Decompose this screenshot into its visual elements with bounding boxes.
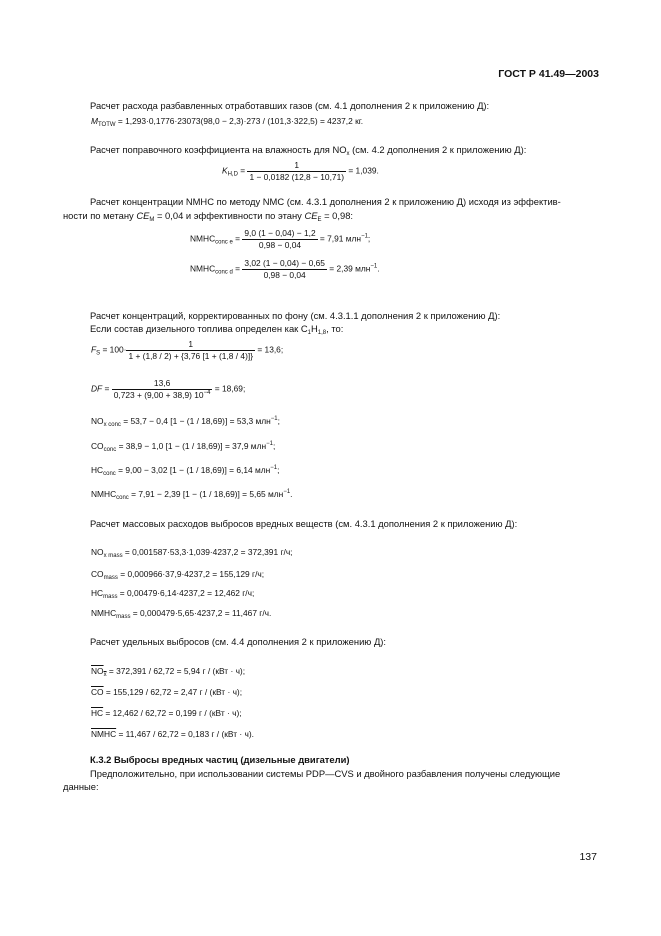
ce2: CE (304, 210, 318, 221)
var: CO (91, 441, 104, 451)
sub: S (96, 350, 101, 357)
den-text: 0,723 + (9,00 + 38,9) 10 (113, 390, 204, 400)
numerator: 9,0 (1 − 0,04) − 1,2 (244, 228, 316, 238)
sub: x conc (103, 422, 121, 428)
numerator: 1 (126, 339, 255, 351)
rhs: = 155,129 / 62,72 = 2,47 г / (кВт · ч); (103, 687, 243, 697)
sub: conc (116, 495, 129, 501)
formula-nmhc-spec (91, 729, 254, 739)
section-heading: К.3.2 Выбросы вредных частиц (дизельные двигатели) (90, 754, 350, 765)
formula-mtotw (91, 116, 363, 126)
result: = 2,39 млн (326, 263, 371, 274)
formula-hc-spec (91, 708, 242, 718)
fraction (242, 258, 327, 281)
text-b: , то: (326, 323, 344, 334)
paragraph-specific: Расчет удельных выбросов (см. 4.4 дополнения 2 к приложению Д): (90, 636, 387, 647)
var: NMHC (91, 489, 117, 499)
formula-co-spec (91, 687, 242, 697)
end: ; (277, 465, 280, 475)
text-c: = 0,98: (321, 210, 354, 221)
rhs: = 7,91 − 2,39 [1 − (1 / 18,69)] = 5,65 млн (128, 489, 284, 499)
formula-nox-conc (91, 416, 280, 426)
text-a: Если состав дизельного топлива определен как C (90, 323, 308, 334)
h: H (310, 323, 318, 334)
sup: −1 (361, 233, 368, 240)
end: ; (277, 416, 280, 426)
var: NMHC (190, 233, 216, 244)
var: K (222, 165, 228, 176)
formula-hc-conc (91, 465, 279, 475)
text-pre: Расчет поправочного коэффициента на влажность для NO (90, 144, 347, 155)
lhs: = 100· (100, 344, 127, 355)
sub: mass (103, 575, 118, 581)
sup: −1 (270, 465, 278, 471)
var: NMHC (91, 729, 117, 739)
paragraph-nmhc-1: Расчет концентрации NMHC по методу NMC (см. 4.3.1 дополнения 2 к приложению Д) исходя из эффектив- (90, 196, 561, 207)
result: = 13,6; (255, 344, 284, 355)
denominator: 0,98 − 0,04 (263, 270, 306, 280)
var: $\overline{HC}$ (91, 708, 104, 718)
page-number: 137 (579, 851, 597, 863)
numerator: 1 (247, 160, 346, 172)
sub2: 1,8 (317, 330, 327, 336)
rhs: = 1,293·0,1776·23073(98,0 − 2,3)·273 / (101,3·322,5) = 4237,2 кг. (115, 116, 364, 126)
var: HC (91, 588, 104, 598)
fraction (247, 160, 346, 183)
formula-hc-mass (91, 588, 254, 598)
formula-co-conc (91, 441, 275, 451)
fraction (126, 339, 255, 362)
ce: CE (136, 210, 150, 221)
denominator: 0,98 − 0,04 (258, 240, 302, 250)
paragraph-humidity (90, 144, 526, 155)
denominator: 1 − 0,0182 (12,8 − 10,71) (249, 172, 345, 182)
var: NMHC (190, 263, 216, 274)
numerator: 13,6 (112, 378, 213, 390)
rhs: = 53,7 − 0,4 [1 − (1 / 18,69)] = 53,3 млн (120, 416, 271, 426)
formula-nox-spec (91, 666, 245, 676)
sub-e: E (317, 217, 322, 223)
text-sub: x (346, 151, 350, 157)
paragraph-flow: Расчет расхода разбавленных отработавших газов (см. 4.1 дополнения 2 к приложению Д): (90, 100, 490, 111)
formula-df: DF = $\frac{13,6}{0,723 + (9,00 + 38,9) 10^{-4}}$ = 18,69; (91, 378, 246, 400)
sup: −1 (270, 416, 278, 422)
var: NO (91, 666, 104, 676)
rhs: = 9,00 − 3,02 [1 − (1 / 18,69)] = 6,14 млн (115, 465, 271, 475)
rhs: = 0,00479·6,14·4237,2 = 12,462 г/ч; (117, 588, 255, 598)
fraction (242, 228, 317, 251)
rhs: = 38,9 − 1,0 [1 − (1 / 18,69)] = 37,9 млн (116, 441, 267, 451)
formula-khd: $K_{H,D}$ = $\frac{1}{1 - 0,0182 (12,8 - 10,71)}$ = 1,039. (222, 160, 379, 182)
sub: conc d (215, 269, 233, 276)
rhs: = 12,462 / 62,72 = 0,199 г / (кВт · ч); (103, 708, 242, 718)
var: NO (91, 547, 104, 557)
paragraph-pdp-1: Предположительно, при использовании системы PDP—CVS и двойного разбавления получены следующие (90, 768, 561, 779)
numerator: 3,02 (1 − 0,04) − 0,65 (244, 258, 325, 268)
var-overlined (91, 666, 107, 676)
rhs: = 0,000966·37,9·4237,2 = 155,129 г/ч; (117, 569, 265, 579)
formula-nmhc-e: $NMHC_{conc e}$ = $\frac{9,0 (1 - 0,04) - 1,2}{0,98 - 0,04}$ = 7,91 млн$^{-1}$; (190, 228, 371, 250)
sub1: 1 (307, 330, 311, 336)
formula-co-mass (91, 569, 264, 579)
var: CO (91, 569, 104, 579)
end: . (377, 263, 380, 274)
result: = 18,69; (212, 383, 246, 394)
end: ; (272, 441, 276, 451)
formula-nmhc-d: $NMHC_{conc d}$ = $\frac{3,02 (1 - 0,04) - 0,65}{0,98 - 0,04}$ = 2,39 млн$^{-1}$. (190, 258, 380, 280)
rhs: = 372,391 / 62,72 = 5,94 г / (кВт · ч); (106, 666, 246, 676)
paragraph-nmhc-2 (63, 210, 353, 221)
var: NO (91, 416, 104, 426)
text-b: = 0,04 и эффективности по этану (154, 210, 305, 221)
var: HC (91, 465, 104, 475)
sub: TOTW (97, 122, 116, 128)
paragraph-bg-1: Расчет концентраций, корректированных по фону (см. 4.3.1.1 дополнения 2 к приложению Д): (90, 310, 501, 321)
var: NMHC (91, 608, 117, 618)
sup: −1 (370, 263, 378, 270)
result: = 1,039. (346, 165, 379, 176)
denominator (112, 390, 213, 401)
sub: conc (103, 447, 117, 453)
sub: H,D (227, 171, 238, 178)
paragraph-pdp-2: данные: (63, 781, 99, 792)
var: DF (91, 383, 103, 394)
sup: −1 (283, 489, 291, 495)
var: F (91, 344, 97, 355)
sub: mass (116, 614, 131, 620)
sub: mass (103, 594, 118, 600)
sub: x mass (103, 553, 123, 559)
sub: conc (103, 471, 116, 477)
formula-nox-mass (91, 547, 293, 557)
rhs: = 11,467 / 62,72 = 0,183 г / (кВт · ч). (116, 729, 254, 739)
sub: conc e (215, 239, 233, 246)
var: M (91, 116, 98, 126)
rhs: = 0,000479·5,65·4237,2 = 11,467 г/ч. (130, 608, 272, 618)
rhs: = 0,001587·53,3·1,039·4237,2 = 372,391 г/ч; (122, 547, 293, 557)
end: ; (367, 233, 371, 244)
denominator: 1 + (1,8 / 2) + {3,76 [1 + (1,8 / 4)]} (128, 351, 253, 361)
formula-nmhc-mass (91, 608, 271, 618)
sub-m: M (149, 217, 155, 223)
formula-fs (91, 339, 283, 362)
fraction (112, 378, 213, 401)
den-sup: −4 (203, 390, 211, 396)
text-post: (см. 4.2 дополнения 2 к приложению Д): (349, 144, 527, 155)
formula-nmhc-conc (91, 489, 292, 499)
paragraph-bg-2 (90, 323, 343, 334)
end: . (290, 489, 293, 499)
text-a: ности по метану (63, 210, 137, 221)
sub: x (103, 672, 107, 678)
standard-header: ГОСТ Р 41.49—2003 (498, 68, 599, 80)
sup: −1 (266, 441, 273, 447)
result: = 7,91 млн (317, 233, 362, 244)
var: $\overline{CO}$ (91, 687, 104, 697)
paragraph-mass: Расчет массовых расходов выбросов вредных веществ (см. 4.3.1 дополнения 2 к приложению Д): (90, 518, 518, 529)
